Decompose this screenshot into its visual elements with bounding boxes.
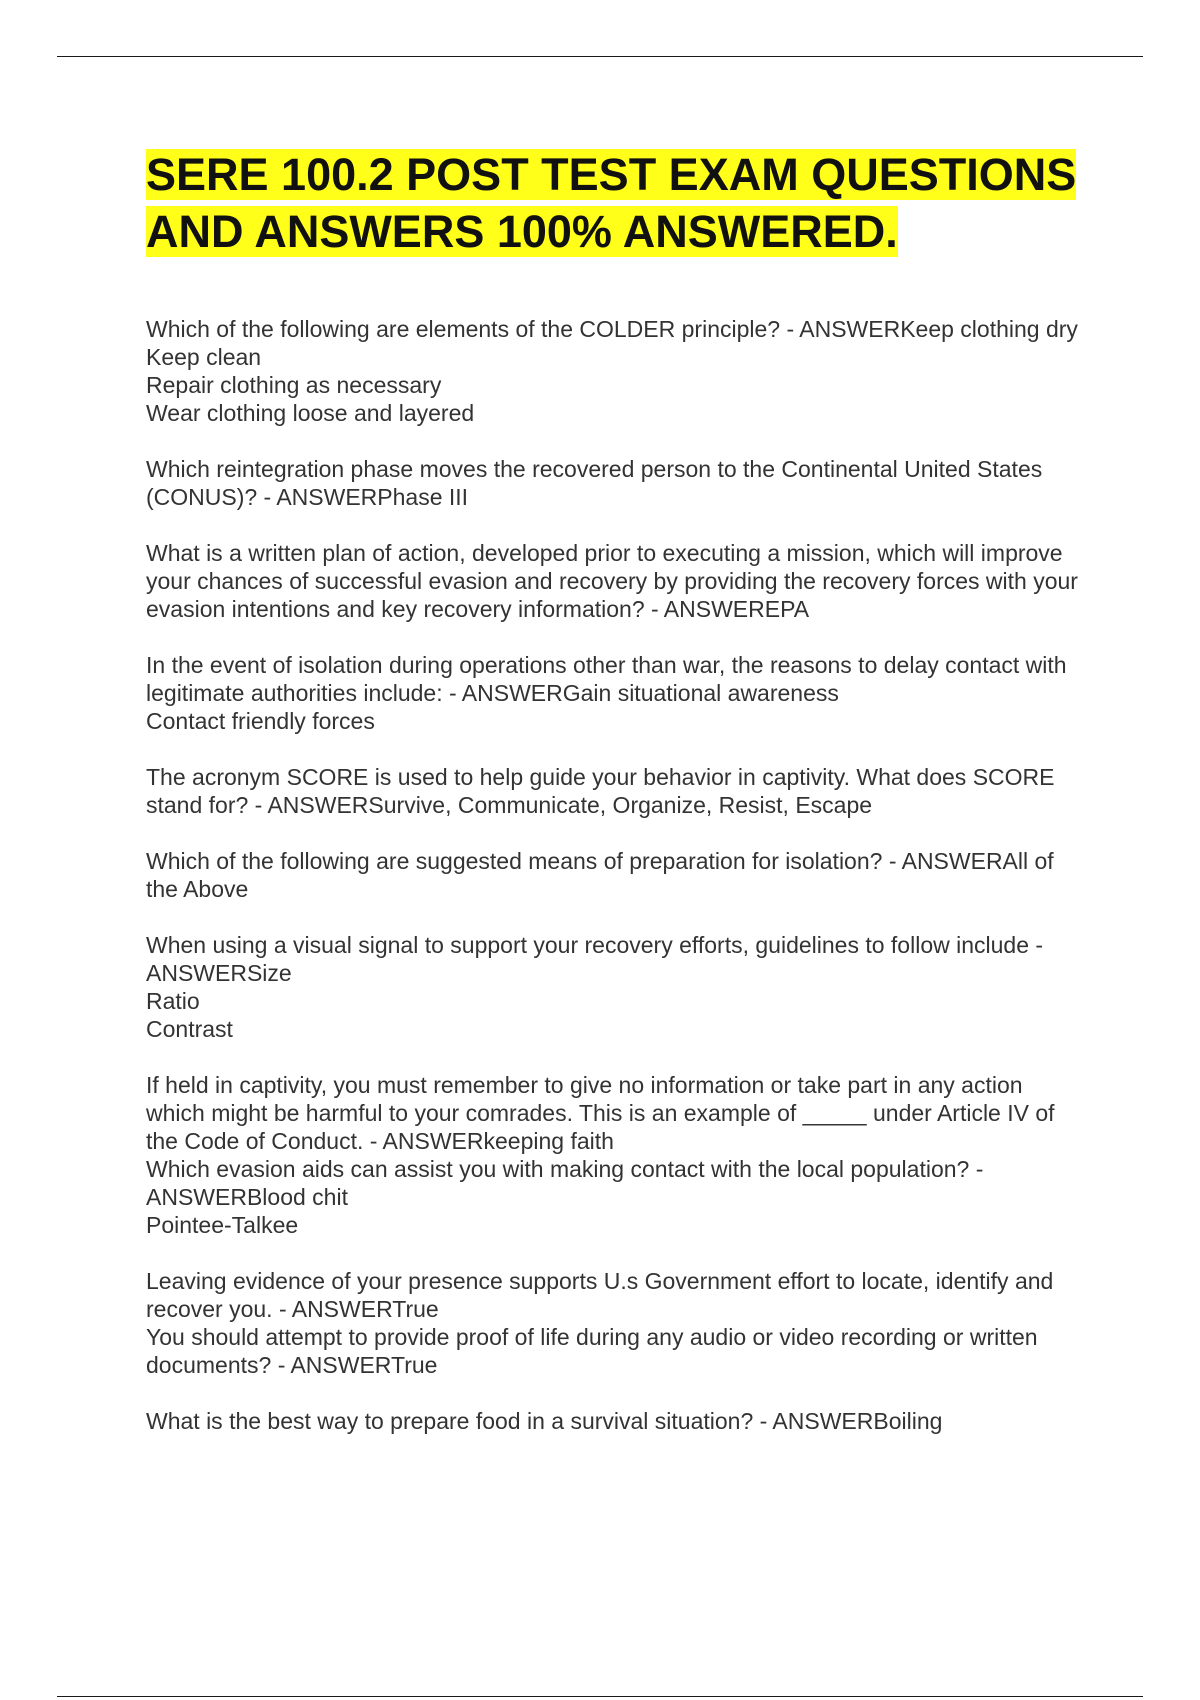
- qa-answer-line: Contrast: [146, 1016, 233, 1042]
- qa-question-line: Which of the following are elements of the COLDER principle? - ANSWERKeep clothing dry: [146, 316, 1078, 342]
- qa-answer-line: Repair clothing as necessary: [146, 372, 442, 398]
- qa-item: [146, 763, 1086, 819]
- qa-list: [146, 315, 1086, 1435]
- qa-question-line: You should attempt to provide proof of life during any audio or video recording or written documents? - ANSWERTrue: [146, 1324, 1044, 1378]
- qa-answer-line: Contact friendly forces: [146, 708, 375, 734]
- qa-question-line: The acronym SCORE is used to help guide your behavior in captivity. What does SCORE stand for? - ANSWERSurvive, Communicate, Organize, Resist, Escape: [146, 764, 1061, 818]
- qa-question-line: Which of the following are suggested means of preparation for isolation? - ANSWERAll of the Above: [146, 848, 1061, 902]
- qa-question-line: Which evasion aids can assist you with making contact with the local population? - ANSWERBlood chit: [146, 1156, 989, 1210]
- qa-answer-line: Ratio: [146, 988, 200, 1014]
- qa-answer-line: Pointee-Talkee: [146, 1212, 299, 1238]
- qa-answer-line: Wear clothing loose and layered: [146, 400, 475, 426]
- qa-item: [146, 931, 1086, 1043]
- qa-item: [146, 1323, 1086, 1379]
- qa-question-line: What is a written plan of action, developed prior to executing a mission, which will improve your chances of successful evasion and recovery by providing the recovery forces with your evasion intentions and key recovery information? - ANSWEREPA: [146, 540, 1085, 622]
- bottom-rule: [57, 1696, 1143, 1697]
- qa-item: [146, 1407, 1086, 1435]
- qa-item: [146, 1155, 1086, 1239]
- qa-question-line: When using a visual signal to support your recovery efforts, guidelines to follow include - ANSWERSize: [146, 932, 1049, 986]
- qa-answer-line: Keep clean: [146, 344, 262, 370]
- qa-item: [146, 455, 1086, 511]
- document-title: [146, 146, 1086, 260]
- title-highlight: SERE 100.2 POST TEST EXAM QUESTIONS AND ANSWERS 100% ANSWERED.: [146, 149, 1077, 257]
- document-body: [146, 146, 1086, 1435]
- qa-item: [146, 847, 1086, 903]
- qa-item: [146, 1071, 1086, 1155]
- qa-question-line: If held in captivity, you must remember to give no information or take part in any action which might be harmful to your comrades. This is an example of _____ under Article IV of the Code of Conduct. - ANSWERkeeping faith: [146, 1072, 1061, 1154]
- qa-item: [146, 651, 1086, 735]
- qa-item: [146, 315, 1086, 427]
- qa-item: [146, 539, 1086, 623]
- qa-question-line: Which reintegration phase moves the recovered person to the Continental United States (CONUS)? - ANSWERPhase III: [146, 456, 1049, 510]
- qa-question-line: Leaving evidence of your presence supports U.s Government effort to locate, identify and recover you. - ANSWERTrue: [146, 1268, 1060, 1322]
- qa-item: [146, 1267, 1086, 1323]
- qa-question-line: In the event of isolation during operations other than war, the reasons to delay contact with legitimate authorities include: - ANSWERGain situational awareness: [146, 652, 1073, 706]
- qa-question-line: What is the best way to prepare food in a survival situation? - ANSWERBoiling: [146, 1408, 943, 1434]
- top-rule: [57, 56, 1143, 57]
